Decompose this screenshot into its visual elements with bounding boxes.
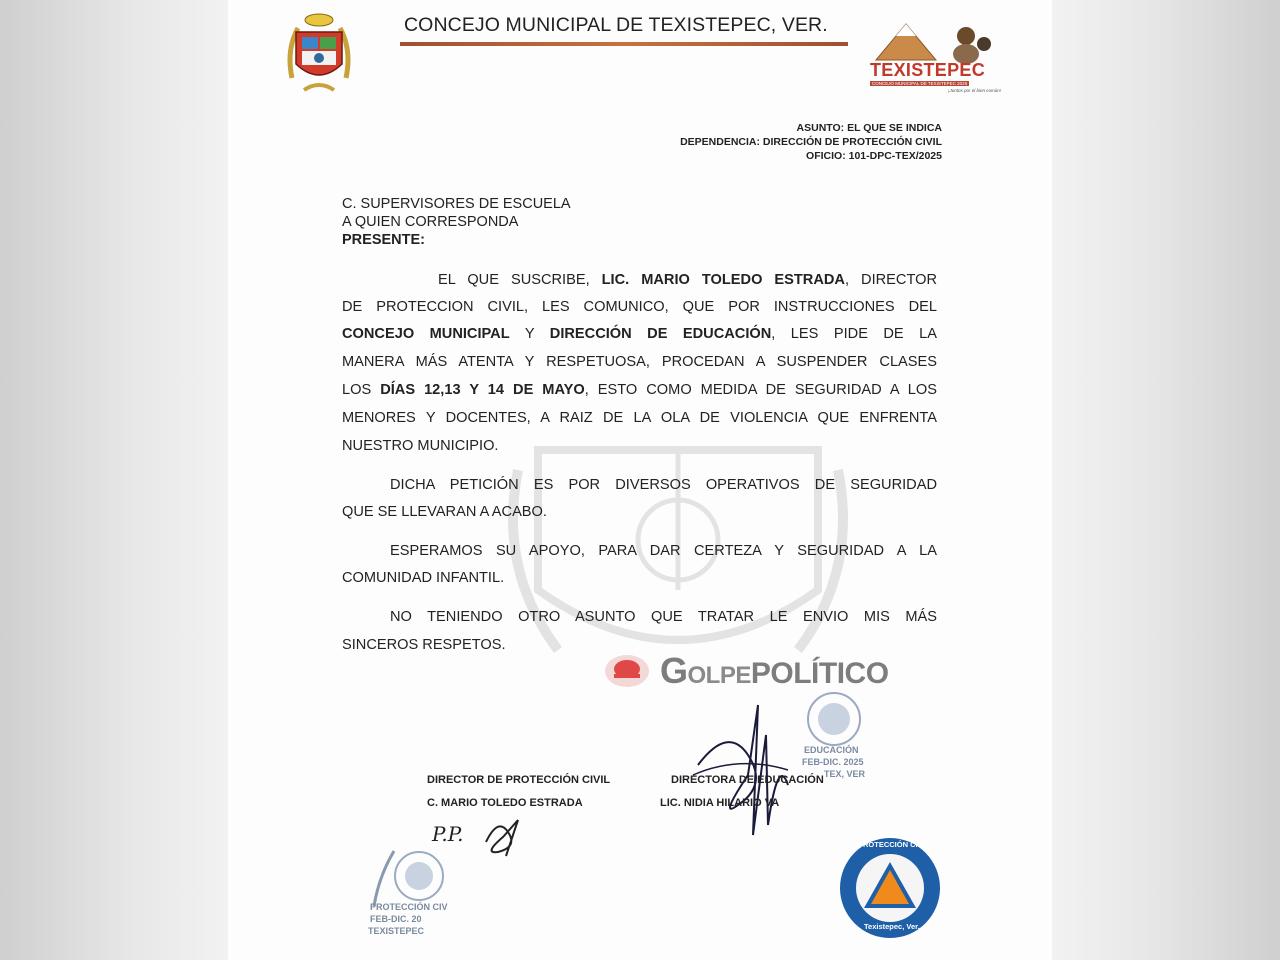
golpe-logo-icon xyxy=(602,652,652,690)
pc-stamp-line-1: PROTECCIÓN CIV xyxy=(370,902,448,912)
pc-stamp-line-3: TEXISTEPEC xyxy=(368,926,425,936)
meta-oficio: OFICIO: 101-DPC-TEX/2025 xyxy=(806,150,942,162)
body-p1-line-5: LOS DÍAS 12,13 Y 14 DE MAYO, ESTO COMO MEDIDA DE SEGURIDAD A LOS xyxy=(342,382,937,398)
left-signature-name: C. MARIO TOLEDO ESTRADA xyxy=(427,797,583,809)
education-stamp-line-3: TEX, VER xyxy=(824,769,866,779)
pp-signature xyxy=(478,812,528,860)
education-stamp-line-2: FEB-DIC. 2025 xyxy=(802,757,864,767)
body-p1-line-1: EL QUE SUSCRIBE, LIC. MARIO TOLEDO ESTRADA, DIRECTOR xyxy=(438,272,937,288)
body-p1-line-4: MANERA MÁS ATENTA Y RESPETUOSA, PROCEDAN A SUSPENDER CLASES xyxy=(342,354,937,370)
header-underline xyxy=(400,42,848,46)
background-left xyxy=(0,0,228,960)
education-stamp-line-1: EDUCACIÓN xyxy=(804,745,859,755)
body-p4-line-1: NO TENIENDO OTRO ASUNTO QUE TRATAR LE ENVIO MIS MÁS xyxy=(390,609,937,625)
recipient-line-2: A QUIEN CORRESPONDA xyxy=(342,214,519,230)
body-p3-line-2: COMUNIDAD INFANTIL. xyxy=(342,570,505,586)
recipient-line-1: C. SUPERVISORES DE ESCUELA xyxy=(342,196,571,212)
body-p3-line-1: ESPERAMOS SU APOYO, PARA DAR CERTEZA Y SEGURIDAD A LA xyxy=(390,543,937,559)
education-signature xyxy=(688,695,798,845)
logo-slogan: ¡Juntos por el bien común! xyxy=(948,88,1002,93)
logo-name: TEXISTEPEC xyxy=(870,60,986,80)
body-p2-line-2: QUE SE LLEVARAN A ACABO. xyxy=(342,504,547,520)
logo-subline: CONCEJO MUNICIPAL DE TEXISTEPEC 2025 xyxy=(872,81,968,86)
education-stamp-icon xyxy=(804,690,864,748)
body-p4-line-2: SINCEROS RESPETOS. xyxy=(342,637,506,653)
meta-dependencia: DEPENDENCIA: DIRECCIÓN DE PROTECCIÓN CIVIL xyxy=(680,136,942,148)
body-p1-line-3: CONCEJO MUNICIPAL Y DIRECCIÓN DE EDUCACIÓN, LES PIDE DE LA xyxy=(342,326,937,342)
golpe-politico-watermark: GOLPEPOLÍTICO xyxy=(660,650,889,691)
header-title: CONCEJO MUNICIPAL DE TEXISTEPEC, VER. xyxy=(404,14,828,36)
meta-asunto: ASUNTO: EL QUE SE INDICA xyxy=(796,122,942,134)
body-p1-line-2: DE PROTECCION CIVIL, LES COMUNICO, QUE POR INSTRUCCIONES DEL xyxy=(342,299,937,315)
document-page xyxy=(228,0,1052,960)
body-p2-line-1: DICHA PETICIÓN ES POR DIVERSOS OPERATIVOS DE SEGURIDAD xyxy=(390,477,937,493)
municipal-seal-icon xyxy=(284,10,354,96)
background-right xyxy=(1052,0,1280,960)
body-p1-line-6: MENORES Y DOCENTES, A RAIZ DE LA OLA DE VIOLENCIA QUE ENFRENTA xyxy=(342,410,937,426)
pp-mark: P.P. xyxy=(432,822,464,846)
right-signature-name: LIC. NIDIA HILARIO VA xyxy=(660,797,780,809)
right-signature-title: DIRECTORA DE EDUCACIÓN xyxy=(671,774,824,786)
pc-stamp-line-2: FEB-DIC. 20 xyxy=(370,914,422,924)
pc-logo-top-text: PROTECCIÓN CIVIL xyxy=(858,840,930,849)
left-signature-title: DIRECTOR DE PROTECCIÓN CIVIL xyxy=(427,774,611,786)
body-p1-line-7: NUESTRO MUNICIPIO. xyxy=(342,438,499,454)
recipient-line-3: PRESENTE: xyxy=(342,232,425,248)
pc-logo-bottom-text: Texistepec, Ver. xyxy=(864,922,920,931)
